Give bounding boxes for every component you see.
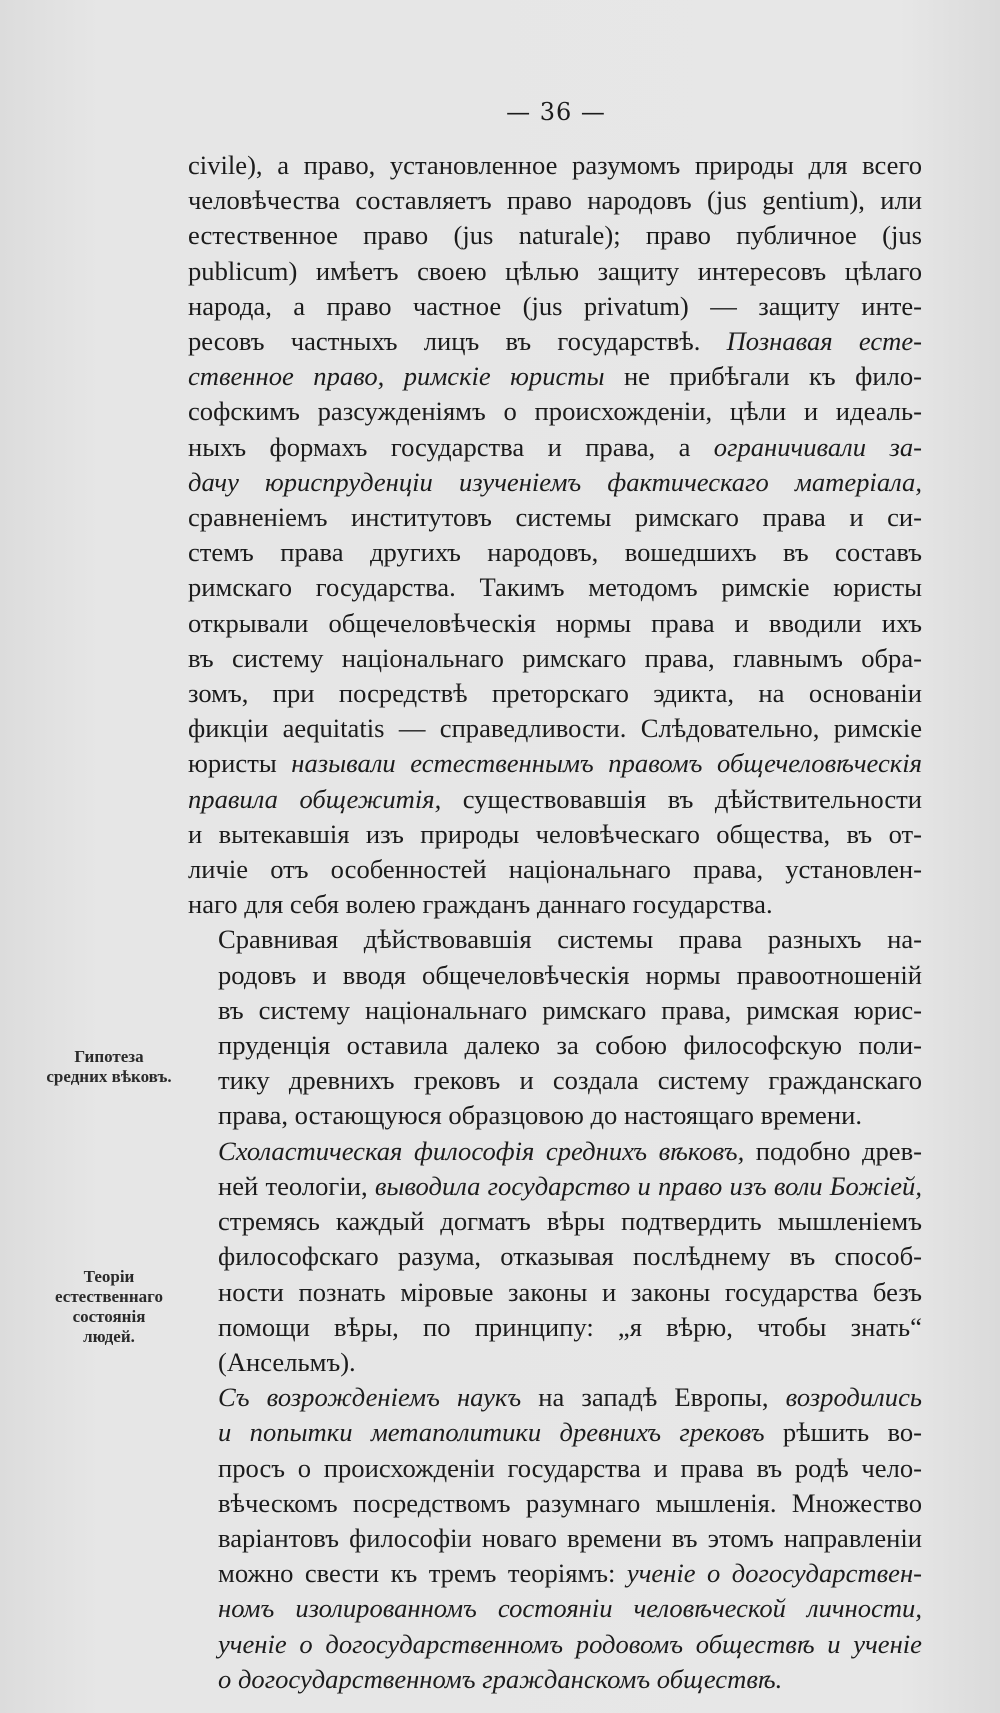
italic-text: и попытки метаполитики древнихъ грековъ	[218, 1417, 765, 1448]
text-line	[188, 958, 922, 993]
text-run: зомъ, при посредствѣ преторскаго эдикта, на основаніи	[188, 678, 922, 709]
text-line	[188, 359, 922, 394]
italic-text: называли естественнымъ правомъ общечеловѣческія	[291, 748, 922, 779]
text-line	[188, 324, 922, 359]
paragraph	[188, 922, 922, 1133]
text-run: стемъ права другихъ народовъ, вошедшихъ въ составъ	[188, 537, 922, 568]
italic-text: ограничивали за-	[713, 431, 922, 462]
text-run: личіе отъ особенностей національнаго права, установлен-	[188, 854, 922, 885]
text-run: ности познать міровые законы и законы государства безъ	[218, 1276, 922, 1307]
paragraph	[188, 1380, 922, 1697]
margin-note-hypothesis: Гипотеза средних вѣковъ.	[46, 1047, 172, 1086]
text-run: помощи вѣры, по принципу: „я вѣрю, чтобы знать“	[218, 1311, 922, 1342]
text-line	[188, 1627, 922, 1662]
text-line	[188, 570, 922, 605]
text-line	[188, 289, 922, 324]
text-run: фикціи aequitatis — справедливости. Слѣдовательно, римскіе	[188, 713, 922, 744]
text-line	[188, 254, 922, 289]
italic-text: ученіе о догосударствен-	[626, 1558, 922, 1589]
text-run: ныхъ формахъ государства и права, а	[188, 431, 714, 462]
text-run: на западѣ Европы,	[521, 1382, 786, 1413]
text-run: civile), а право, установленное разумомъ природы для всего	[188, 150, 922, 180]
text-line	[188, 606, 922, 641]
text-run: рѣшить во-	[764, 1417, 922, 1448]
text-run: наго для себя волею гражданъ даннаго государства.	[188, 889, 773, 920]
text-line	[188, 993, 922, 1028]
italic-text: Схоластическая философія среднихъ вѣковъ,	[218, 1135, 745, 1166]
text-line	[188, 1451, 922, 1486]
text-line	[188, 1345, 922, 1380]
text-line	[188, 641, 922, 676]
italic-text: о догосударственномъ гражданскомъ обществѣ.	[218, 1663, 783, 1694]
text-run: можно свести къ тремъ теоріямъ:	[218, 1558, 627, 1589]
text-line	[188, 1275, 922, 1310]
text-run: въ систему національнаго римскаго права, римская юрис-	[218, 994, 922, 1025]
italic-text: возродились	[785, 1382, 922, 1413]
page-number: — 36 —	[506, 98, 606, 126]
text-run: философскаго разума, отказывая послѣднему въ способ-	[218, 1241, 922, 1272]
text-line	[188, 852, 922, 887]
text-line	[188, 1169, 922, 1204]
text-run: publicum) имѣетъ своею цѣлью защиту интересовъ цѣлаго	[188, 255, 922, 286]
text-run: сравненіемъ институтовъ системы римскаго права и си-	[188, 502, 922, 533]
text-line	[188, 1028, 922, 1063]
text-run: (Ансельмъ).	[218, 1346, 356, 1377]
text-run: тику древнихъ грековъ и создала систему гражданскаго	[218, 1065, 922, 1096]
text-run: ресовъ частныхъ лицъ въ государствѣ.	[188, 326, 727, 357]
text-line	[188, 1134, 922, 1169]
text-run: просъ о происхожденіи государства и права въ родѣ чело-	[218, 1452, 922, 1483]
text-line	[188, 676, 922, 711]
italic-text: выводила государство и право изъ воли Божіей,	[374, 1170, 922, 1201]
text-line	[188, 817, 922, 852]
text-line	[188, 148, 922, 183]
italic-text: дачу юриспруденціи изученіемъ фактическаго матеріала,	[188, 466, 922, 497]
text-run: права, остающуюся образцовою до настоящаго времени.	[218, 1100, 862, 1131]
text-run: римскаго государства. Такимъ методомъ римскіе юристы	[188, 572, 922, 603]
text-run: естественное право (jus naturale); право публичное (jus	[188, 220, 922, 251]
text-line	[188, 1486, 922, 1521]
text-run: пруденція оставила далеко за собою философскую поли-	[218, 1030, 922, 1061]
text-line	[188, 1380, 922, 1415]
text-line	[188, 1204, 922, 1239]
italic-text: правила общежитія,	[188, 783, 442, 814]
text-run: въ систему національнаго римскаго права, главнымъ обра-	[188, 642, 922, 673]
text-run: народа, а право частное (jus privatum) — защиту инте-	[188, 290, 922, 321]
text-run: и вытекавшія изъ природы человѣческаго общества, въ от-	[188, 818, 922, 849]
text-run: родовъ и вводя общечеловѣческія нормы правоотношеній	[218, 959, 922, 990]
text-run: существовавшія въ дѣйствительности	[441, 783, 922, 814]
text-run: не прибѣгали къ фило-	[604, 361, 922, 392]
text-line	[188, 500, 922, 535]
text-line	[188, 218, 922, 253]
text-line	[188, 535, 922, 570]
text-run: подобно древ-	[744, 1135, 922, 1166]
italic-text: Съ возрожденіемъ наукъ	[218, 1382, 522, 1413]
text-line	[188, 183, 922, 218]
text-line	[188, 782, 922, 817]
text-line	[188, 1098, 922, 1133]
text-line	[188, 430, 922, 465]
text-run: софскимъ разсужденіямъ о происхожденіи, цѣли и идеаль-	[188, 396, 922, 427]
body-text	[188, 148, 922, 1697]
text-run: открывали общечеловѣческія нормы права и вводили ихъ	[188, 607, 922, 638]
text-run: человѣчества составляетъ право народовъ (jus gentium), или	[188, 185, 922, 216]
text-line	[188, 711, 922, 746]
italic-text: ственное право, римскіе юристы	[188, 361, 605, 392]
text-line	[188, 922, 922, 957]
text-run: юристы	[188, 748, 292, 779]
text-line	[188, 394, 922, 429]
text-run: Сравнивая дѣйствовавшія системы права разныхъ на-	[218, 924, 922, 955]
paragraph	[188, 1134, 922, 1380]
text-line	[188, 1662, 922, 1697]
paragraph	[188, 148, 922, 922]
text-line	[188, 1310, 922, 1345]
text-line	[188, 1239, 922, 1274]
text-line	[188, 1591, 922, 1626]
text-line	[188, 1415, 922, 1450]
text-line	[188, 465, 922, 500]
text-run: стремясь каждый догматъ вѣры подтвердить мышленіемъ	[218, 1206, 922, 1237]
italic-text: номъ изолированномъ состояніи человѣческой личности,	[218, 1593, 922, 1624]
text-line	[188, 1556, 922, 1591]
text-line	[188, 746, 922, 781]
text-line	[188, 887, 922, 922]
text-run: ней теологіи,	[218, 1170, 375, 1201]
text-line	[188, 1521, 922, 1556]
italic-text: Познавая есте-	[726, 326, 922, 357]
margin-note-theories: Теорiи естественнаго состоянія людей.	[55, 1267, 163, 1346]
text-run: вѣческомъ посредствомъ разумнаго мышленія. Множество	[218, 1487, 922, 1518]
italic-text: ученіе о догосударственномъ родовомъ обществѣ и ученіе	[218, 1628, 922, 1659]
text-line	[188, 1063, 922, 1098]
text-run: варіантовъ философіи новаго времени въ этомъ направленіи	[218, 1522, 922, 1553]
